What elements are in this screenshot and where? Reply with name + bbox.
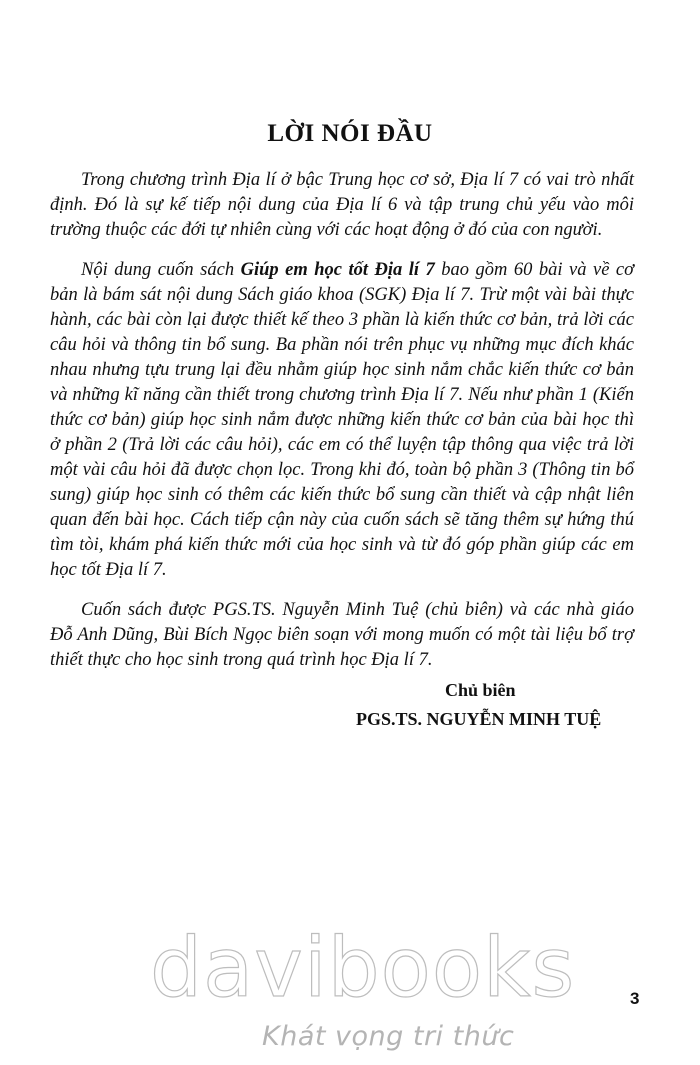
- paragraph-content-lead: Nội dung cuốn sách: [81, 260, 241, 280]
- signature-name: PGS.TS. NGUYỄN MINH TUỆ: [356, 709, 602, 729]
- preface-body: [50, 168, 634, 688]
- watermark-tagline: Khát vọng tri thức: [262, 1021, 515, 1052]
- page-title: LỜI NÓI ĐẦU: [267, 120, 433, 147]
- paragraph-content-rest: bao gồm 60 bài và về cơ bản là bám sát nội dung Sách giáo khoa (SGK) Địa lí 7. Trừ một vài bài thực hành, các bài còn lại được thiết kế theo 3 phần là kiến thức cơ bản, trả lời các câu hỏi và thông tin bổ sung. Ba phần nói trên phục vụ những mục đích khác nhau nhưng tựu trung lại đều nhằm giúp học sinh nắm chắc kiến thức cơ bản và những kĩ năng cần thiết trong chương trình Địa lí 7. Nếu như phần 1 (Kiến thức cơ bản) giúp học sinh nắm được những kiến thức cơ bản của bài học thì ở phần 2 (Trả lời các câu hỏi), các em có thể luyện tập thông qua việc trả lời một vài câu hỏi đã được chọn lọc. Trong khi đó, toàn bộ phần 3 (Thông tin bổ sung) giúp học sinh có thêm các kiến thức bổ sung cần thiết và cập nhật liên quan đến bài học. Cách tiếp cận này của cuốn sách sẽ tăng thêm sự hứng thú tìm tòi, khám phá kiến thức mới của học sinh và từ đó góp phần giúp các em học tốt Địa lí 7.: [50, 260, 635, 580]
- paragraph-content: [50, 258, 634, 583]
- page-number: 3: [630, 989, 640, 1008]
- paragraph-authors: Cuốn sách được PGS.TS. Nguyễn Minh Tuệ (chủ biên) và các nhà giáo Đỗ Anh Dũng, Bùi Bích Ngọc biên soạn với mong muốn có một tài liệu bổ trợ thiết thực cho học sinh trong quá trình học Địa lí 7.: [50, 600, 634, 670]
- paragraph-intro: Trong chương trình Địa lí ở bậc Trung học cơ sở, Địa lí 7 có vai trò nhất định. Đó là sự kế tiếp nội dung của Địa lí 6 và tập trung chủ yếu vào môi trường thuộc các đới tự nhiên cùng với các hoạt động ở đó của con người.: [50, 170, 634, 240]
- watermark-brand: davibooks: [150, 921, 576, 1016]
- signature-role: Chủ biên: [445, 680, 516, 700]
- book-title: Giúp em học tốt Địa lí 7: [240, 260, 435, 280]
